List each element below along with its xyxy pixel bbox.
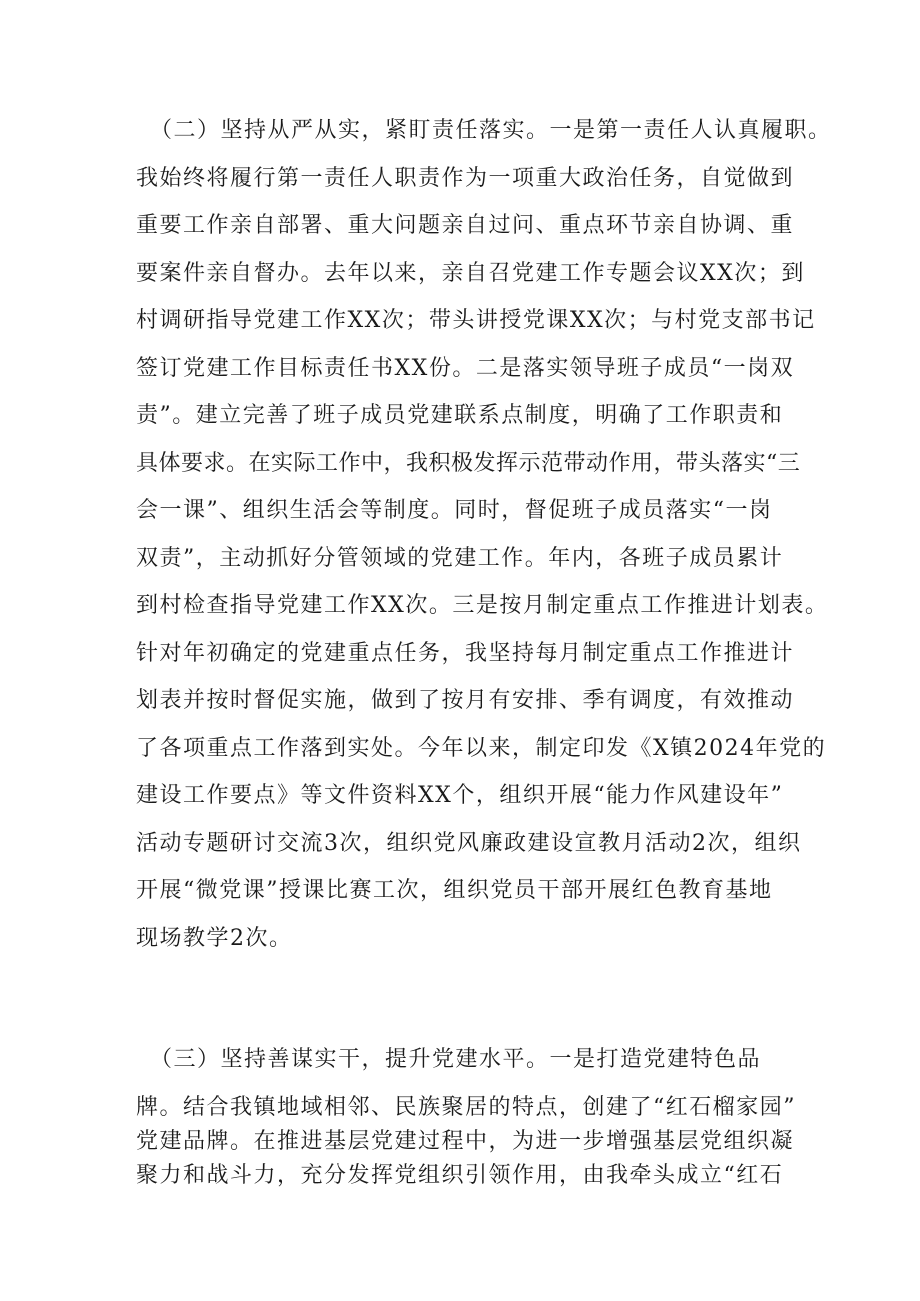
section2-line-9: 会一课”、组织生活会等制度。同时，督促班子成员落实“一岗 [136, 498, 773, 523]
section2-line-11: 到村检查指导党建工作XX次。三是按月制定重点工作推进计划表。 [136, 593, 829, 618]
section2-line-18: 现场教学2次。 [136, 926, 293, 951]
section3-line-1: （三）坚持善谋实干，提升党建水平。一是打造党建特色品 [150, 1047, 762, 1072]
section2-line-12: 针对年初确定的党建重点任务，我坚持每月制定重点工作推进计 [136, 641, 795, 666]
section2-line-16: 活动专题研讨交流3次，组织党风廉政建设宣教月活动2次，组织 [136, 831, 802, 856]
section2-line-5: 村调研指导党建工作XX次；带头讲授党课XX次；与村党支部书记 [136, 308, 816, 333]
section2-line-7: 责”。建立完善了班子成员党建联系点制度，明确了工作职责和 [136, 403, 784, 428]
section3-line-4: 聚力和战斗力，充分发挥党组织引领作用，由我牵头成立“红石 [136, 1163, 784, 1188]
section2-line-8: 具体要求。在实际工作中，我积极发挥示范带动作用，带头落实“三 [136, 451, 801, 476]
section2-line-2: 我始终将履行第一责任人职责作为一项重大政治任务，自觉做到 [136, 166, 795, 191]
section2-line-14: 了各项重点工作落到实处。今年以来，制定印发《X镇2024年党的 [136, 736, 827, 761]
section2-line-6: 签订党建工作目标责任书XX份。二是落实领导班子成员“一岗双 [136, 356, 795, 381]
section2-line-1: （二）坚持从严从实，紧盯责任落实。一是第一责任人认真履职。 [150, 118, 832, 143]
section2-line-10: 双责”，主动抓好分管领域的党建工作。年内，各班子成员累计 [136, 546, 784, 571]
section2-line-3: 重要工作亲自部署、重大问题亲自过问、重点环节亲自协调、重 [136, 213, 795, 238]
section2-line-13: 划表并按时督促实施，做到了按月有安排、季有调度，有效推动 [136, 688, 795, 713]
section3-line-2: 牌。结合我镇地域相邻、民族聚居的特点，创建了“红石榴家园” [136, 1095, 796, 1120]
section2-line-15: 建设工作要点》等文件资料XX个，组织开展“能力作风建设年” [136, 783, 784, 808]
section2-line-17: 开展“微党课”授课比赛工次，组织党员干部开展红色教育基地 [136, 878, 773, 903]
section3-line-3: 党建品牌。在推进基层党建过程中，为进一步增强基层党组织凝 [136, 1129, 795, 1154]
section2-line-4: 要案件亲自督办。去年以来，亲自召党建工作专题会议XX次；到 [136, 261, 805, 286]
